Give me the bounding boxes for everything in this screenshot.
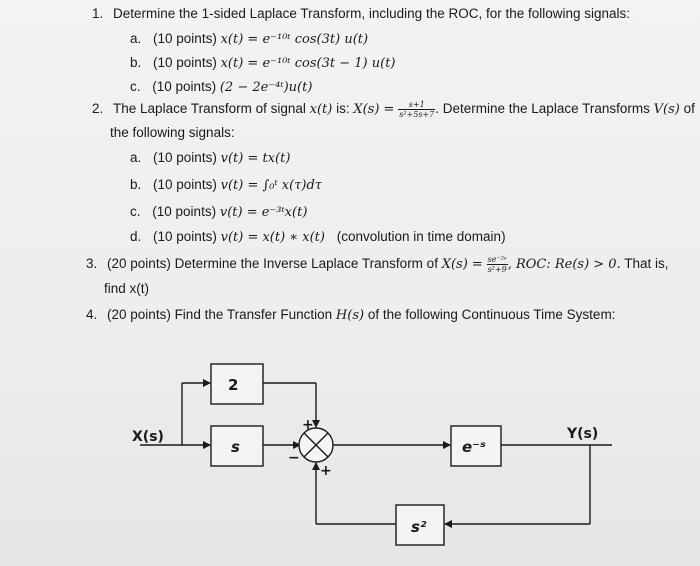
problem-2b: b. (10 points) v(t) = ∫₀ᵗ x(τ)dτ [130,177,322,193]
problem-1: 1. Determine the 1-sided Laplace Transform, including the ROC, for the following signals: [92,6,631,21]
output-label: Y(s) [567,426,599,442]
sign-bottom: + [320,463,332,479]
problem-1c: c. (10 points) (2 − 2e⁻⁴ᵗ)u(t) [130,79,313,95]
problem-1a: a. (10 points) x(t) = e⁻¹⁰ᵗ cos(3t) u(t) [130,31,369,47]
sign-left: − [288,450,300,466]
problem-2a: a. (10 points) v(t) = tx(t) [130,150,291,166]
problem-2c: c. (10 points) v(t) = e⁻³ᵗx(t) [130,204,308,220]
problem-2: 2. The Laplace Transform of signal x(t) is: X(s) = $\frac{s+1}{\text{s²+5s+7}}$ . Determine the Laplace Transforms V(s) of [92,100,695,119]
s2-label: s² [411,518,427,536]
problem-3-line2: find x(t) [104,281,150,296]
laplace-fraction-3: $\frac{\text{se⁻²ˢ}}{\text{s²+9}}$ [487,255,507,274]
delay-label: e⁻ˢ [462,438,486,456]
problem-1b: b. (10 points) x(t) = e⁻¹⁰ᵗ cos(3t − 1) u(t) [130,55,396,71]
s-label: s [231,438,240,456]
problem-2-line2: the following signals: [110,125,235,140]
problem-3: 3. (20 points) Determine the Inverse Laplace Transform of X(s) = $\frac{\text{se⁻²ˢ}}{\text{s²+9}}$ , ROC: Re(s) > 0. That is, [86,255,669,274]
gain-label: 2 [228,376,239,394]
laplace-fraction-2: $\frac{s+1}{\text{s²+5s+7}}$ [399,100,435,119]
problem-2d: d. (10 points) v(t) = x(t) ∗ x(t) (convolution in time domain) [130,229,506,245]
sign-top: + [302,417,314,433]
input-label: X(s) [132,429,164,445]
problem-4: 4. (20 points) Find the Transfer Function H(s) of the following Continuous Time System: [86,307,616,323]
